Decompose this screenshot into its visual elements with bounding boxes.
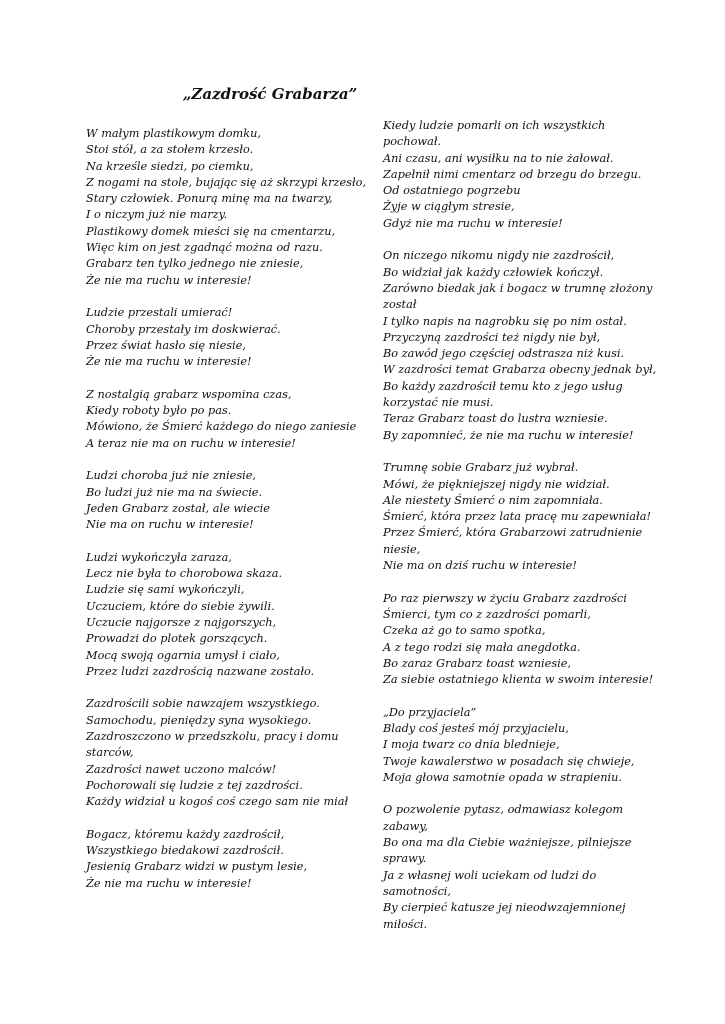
poem-line: Ludzie się sami wykończyli, <box>86 583 245 597</box>
poem-line: Uczuciem, które do siebie żywili. <box>86 599 275 613</box>
stanza <box>383 460 651 574</box>
poem-line: Wszystkiego biedakowi zazdrościł. <box>86 844 284 858</box>
poem-line: Ludzi choroba już nie zniesie, <box>86 469 257 483</box>
stanza <box>86 387 356 452</box>
stanza <box>383 802 645 932</box>
poem-line: By zapomnieć, że nie ma ruchu w interesie! <box>383 428 634 442</box>
poem-line: Uczucie najgorsze z najgorszych, <box>86 615 277 629</box>
poem-line: Z nogami na stole, bujając się aż skrzypi krzesło, <box>86 175 367 189</box>
stanza <box>383 118 645 232</box>
poem-line: Przez Śmierć, która Grabarzowi zatrudnienie <box>383 526 643 540</box>
poem-line: Ludzi wykończyła zaraza, <box>86 550 232 564</box>
poem-title: „Zazdrość Grabarza” <box>182 85 358 103</box>
poem-line: I tylko napis na nagrobku się po nim ostał. <box>383 314 627 328</box>
poem-line: A z tego rodzi się mała anegdotka. <box>383 640 581 654</box>
poem-line: Bogacz, któremu każdy zazdrościł, <box>86 827 285 841</box>
poem-line: Choroby przestały im doskwierać. <box>86 322 281 336</box>
poem-line: Nie ma on dziś ruchu w interesie! <box>383 559 577 573</box>
poem-line: „Do przyjaciela” <box>383 705 477 719</box>
poem-line: O pozwolenie pytasz, odmawiasz kolegom <box>383 803 624 817</box>
stanza <box>86 550 356 680</box>
stanza <box>86 696 356 810</box>
poem-line: Stary człowiek. Ponurą minę ma na twarzy, <box>86 192 333 206</box>
poem-line: Przez świat hasło się niesie, <box>86 338 246 352</box>
poem-line: niesie, <box>383 542 421 556</box>
poem-line: Kiedy roboty było po pas. <box>86 404 232 418</box>
poem-line: Ludzie przestali umierać! <box>86 306 233 320</box>
poem-line: Gdyż nie ma ruchu w interesie! <box>383 216 563 230</box>
poem-line: Stoi stół, a za stołem krzesło. <box>86 143 254 157</box>
poem-line: miłości. <box>383 917 428 931</box>
stanza <box>383 705 645 786</box>
poem-line: Bo ona ma dla Ciebie ważniejsze, pilniejsze <box>383 836 632 850</box>
poem-line: Bo ludzi już nie ma na świecie. <box>86 485 263 499</box>
poem-line: Przez ludzi zazdrością nazwane zostało. <box>86 664 315 678</box>
poem-line: Jesienią Grabarz widzi w pustym lesie, <box>86 860 308 874</box>
poem-line: Bo zawód jego częściej odstrasza niż kusi. <box>383 347 625 361</box>
poem-line: starców, <box>86 746 134 760</box>
poem-line: Czeka aż go to samo spotka, <box>383 624 546 638</box>
poem-line: Że nie ma ruchu w interesie! <box>86 273 252 287</box>
poem-line: korzystać nie musi. <box>383 396 494 410</box>
poem-line: Śmierci, tym co z zazdrości pomarli, <box>383 607 591 621</box>
stanza <box>86 827 356 892</box>
poem-line: Zazdrościli sobie nawzajem wszystkiego. <box>86 697 320 711</box>
poem-line: pochował. <box>383 135 442 149</box>
poem-line: Moja głowa samotnie opada w strapieniu. <box>383 770 622 784</box>
poem-line: Więc kim on jest zgadnąć można od razu. <box>86 241 323 255</box>
poem-line: Kiedy ludzie pomarli on ich wszystkich <box>383 119 606 132</box>
poem-line: Ja z własnej woli uciekam od ludzi do <box>383 868 597 882</box>
poem-line: Lecz nie była to chorobowa skaza. <box>86 567 283 581</box>
poem-line: Teraz Grabarz toast do lustra wzniesie. <box>383 412 608 426</box>
poem-line: sprawy. <box>383 852 427 866</box>
poem-line: Każdy widział u kogoś coś czego sam nie miał <box>86 795 349 809</box>
poem-line: Samochodu, pieniędzy syna wysokiego. <box>86 713 312 727</box>
poem-line: Śmierć, która przez lata pracę mu zapewniała! <box>383 510 651 524</box>
poem-line: Jeden Grabarz został, ale wiecie <box>86 501 270 515</box>
stanza <box>86 305 356 370</box>
poem-line: Zapełnił nimi cmentarz od brzegu do brzegu. <box>383 167 642 181</box>
stanza <box>383 591 654 689</box>
poem-line: Trumnę sobie Grabarz już wybrał. <box>383 461 579 475</box>
poem-line: I o niczym już nie marzy. <box>86 208 228 222</box>
poem-line: Nie ma on ruchu w interesie! <box>86 518 254 532</box>
poem-line: Że nie ma ruchu w interesie! <box>86 876 252 890</box>
poem-line: Zazdroszczono w przedszkolu, pracy i domu <box>86 729 339 743</box>
poem-line: W zazdrości temat Grabarza obecny jednak był, <box>383 363 657 377</box>
poem-line: W małym plastikowym domku, <box>86 127 261 140</box>
poem-line: A teraz nie ma on ruchu w interesie! <box>86 436 296 450</box>
poem-line: Prowadzi do plotek gorszących. <box>86 632 268 646</box>
poem-line: Mówi, że piękniejszej nigdy nie widział. <box>383 477 610 491</box>
poem-line: samotności, <box>383 884 451 898</box>
poem-line: Ale niestety Śmierć o nim zapomniała. <box>383 493 603 507</box>
poem-line: został <box>383 298 417 312</box>
stanza <box>86 468 356 533</box>
right-column <box>383 118 657 949</box>
left-column <box>86 126 367 908</box>
poem-line: Za siebie ostatniego klienta w swoim interesie! <box>383 673 654 687</box>
poem-line: Bo każdy zazdrościł temu kto z jego usług <box>383 379 623 393</box>
poem-line: Plastikowy domek mieści się na cmentarzu, <box>86 224 336 238</box>
poem-line: Od ostatniego pogrzebu <box>383 184 521 198</box>
poem-line: Ani czasu, ani wysiłku na to nie żałował. <box>383 151 614 165</box>
poem-line: zabawy, <box>383 819 428 833</box>
poem-line: Na krześle siedzi, po ciemku, <box>86 159 254 173</box>
poem-line: Zazdrości nawet uczono malców! <box>86 762 277 776</box>
stanza <box>86 126 367 289</box>
poem-line: Po raz pierwszy w życiu Grabarz zazdrości <box>383 591 627 605</box>
stanza <box>383 248 657 444</box>
poem-line: Bo widział jak każdy człowiek kończył. <box>383 265 604 279</box>
poem-line: Bo zaraz Grabarz toast wzniesie, <box>383 656 572 670</box>
poem-line: By cierpieć katusze jej nieodwzajemnionej <box>383 901 626 915</box>
poem-line: Żyje w ciągłym stresie, <box>383 200 515 214</box>
poem-line: Przyczyną zazdrości też nigdy nie był, <box>383 330 601 344</box>
poem-line: Z nostalgią grabarz wspomina czas, <box>86 387 292 401</box>
poem-line: On niczego nikomu nigdy nie zazdrościł, <box>383 249 615 263</box>
poem-line: Twoje kawalerstwo w posadach się chwieje, <box>383 754 635 768</box>
poem-line: Mówiono, że Śmierć każdego do niego zaniesie <box>86 420 357 434</box>
poem-line: Grabarz ten tylko jednego nie zniesie, <box>86 257 304 271</box>
poem-line: I moja twarz co dnia blednieje, <box>383 738 560 752</box>
poem-line: Że nie ma ruchu w interesie! <box>86 355 252 369</box>
poem-line: Zarówno biedak jak i bogacz w trumnę złożony <box>383 281 653 295</box>
poem-line: Mocą swoją ogarnia umysł i ciało, <box>86 648 280 662</box>
poem-line: Pochorowali się ludzie z tej zazdrości. <box>86 778 303 792</box>
poem-line: Blady coś jesteś mój przyjacielu, <box>383 721 569 735</box>
